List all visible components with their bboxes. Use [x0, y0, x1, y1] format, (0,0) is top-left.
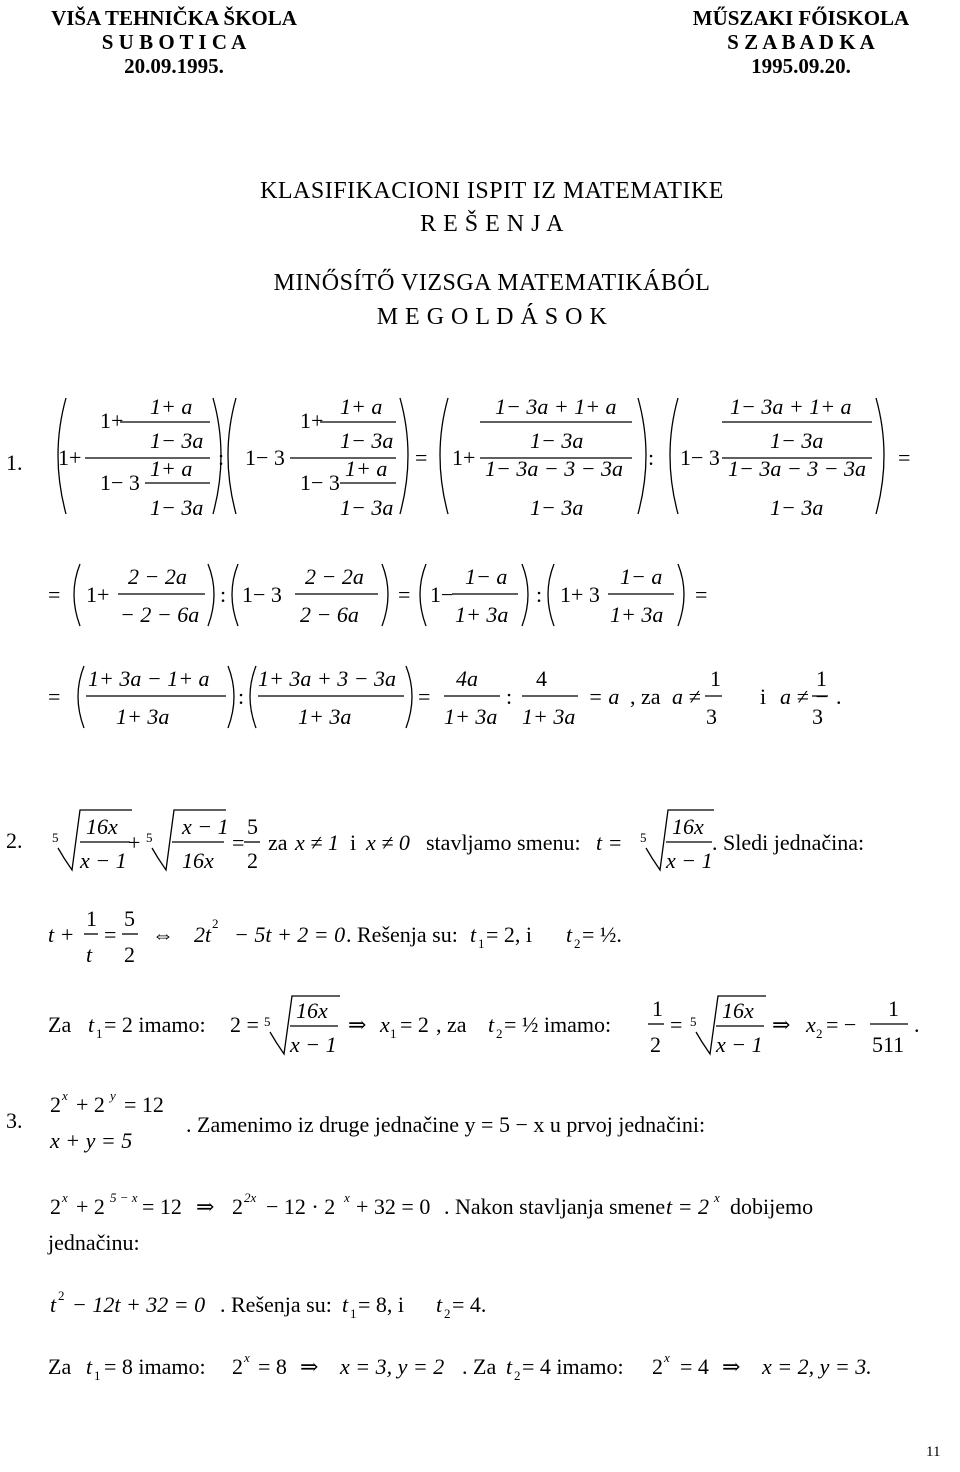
svg-text:1+ 3a + 3 − 3a: 1+ 3a + 3 − 3a	[258, 666, 397, 691]
svg-text:=: =	[398, 582, 411, 607]
problem-3-case-1-t: = 8 imamo:	[104, 1354, 206, 1379]
svg-text:=: =	[695, 582, 708, 607]
svg-text:2t: 2t	[194, 922, 212, 947]
svg-text:t: t	[86, 1354, 93, 1379]
svg-text:1+ 3a: 1+ 3a	[522, 704, 576, 729]
svg-text:5: 5	[640, 830, 647, 845]
problem-3-line-4	[0, 1348, 960, 1388]
problem-2-i: i	[350, 830, 357, 855]
svg-text:2x: 2x	[244, 1190, 257, 1205]
svg-text:2: 2	[650, 1032, 661, 1057]
svg-text:1: 1	[96, 1026, 103, 1041]
svg-text:x + y = 5: x + y = 5	[50, 1128, 133, 1153]
svg-text:1+ 3: 1+ 3	[560, 582, 600, 607]
svg-text:2: 2	[496, 1026, 503, 1041]
svg-text:1− 3a: 1− 3a	[530, 495, 584, 520]
svg-text:2 =: 2 =	[230, 1012, 259, 1037]
svg-text:=: =	[48, 582, 61, 607]
svg-text:1− 3a + 1+ a: 1− 3a + 1+ a	[730, 394, 852, 419]
svg-text:x − 1: x − 1	[666, 848, 713, 873]
svg-text:1: 1	[94, 1368, 101, 1383]
svg-text:1+ a: 1+ a	[150, 456, 193, 481]
svg-text:1− 3a − 3 − 3a: 1− 3a − 3 − 3a	[728, 456, 867, 481]
svg-text:1− 3a − 3 − 3a: 1− 3a − 3 − 3a	[485, 456, 624, 481]
problem-3-solutions: . Rešenja su:	[220, 1292, 332, 1317]
svg-text:1: 1	[710, 666, 721, 691]
svg-text:1− 3: 1− 3	[680, 445, 720, 470]
svg-text:x − 1: x − 1	[290, 1032, 337, 1057]
svg-text:x ≠ 0: x ≠ 0	[366, 830, 410, 855]
problem-2-final: .	[914, 1012, 920, 1037]
svg-text:= 12: = 12	[124, 1092, 164, 1117]
svg-text:a ≠ −: a ≠ −	[780, 684, 829, 709]
problem-1-and: i	[760, 684, 767, 709]
problem-2-line-3	[0, 990, 960, 1070]
svg-text:+ 2: + 2	[76, 1092, 105, 1117]
svg-text:2: 2	[444, 1306, 451, 1321]
svg-text:1+ a: 1+ a	[345, 456, 388, 481]
svg-text:2: 2	[514, 1368, 521, 1383]
title-hu-exam: MINŐSÍTŐ VIZSGA MATEMATIKÁBÓL	[273, 270, 711, 296]
problem-3-after-sub: . Nakon stavljanja smene	[444, 1194, 666, 1219]
problem-3-jednacinu: jednačinu:	[48, 1230, 140, 1255]
problem-1-za: , za	[630, 684, 661, 709]
svg-text:t: t	[566, 922, 573, 947]
problem-2-case-2-za: , za	[436, 1012, 467, 1037]
svg-text:⇔: ⇔	[152, 922, 174, 947]
svg-text:1− 3a: 1− 3a	[150, 428, 204, 453]
svg-text:1+ 3a: 1+ 3a	[455, 602, 509, 627]
svg-text::: :	[536, 582, 543, 607]
svg-text:⇒: ⇒	[722, 1354, 741, 1379]
problem-1-line-3	[0, 660, 960, 740]
problem-1-line-2	[0, 558, 960, 638]
svg-text:1− 3a: 1− 3a	[770, 495, 824, 520]
svg-text:16x: 16x	[182, 848, 214, 873]
problem-1-line-1	[0, 390, 960, 530]
svg-text:1+: 1+	[58, 445, 82, 470]
svg-text:1− 3: 1− 3	[245, 445, 285, 470]
svg-text:2 − 6a: 2 − 6a	[300, 602, 359, 627]
problem-2-number: 2.	[6, 828, 23, 853]
svg-text:3: 3	[706, 704, 717, 729]
svg-text:⇒: ⇒	[300, 1354, 319, 1379]
svg-text:3: 3	[812, 704, 823, 729]
svg-text:⇒: ⇒	[348, 1012, 367, 1037]
svg-text:16x: 16x	[86, 814, 118, 839]
svg-text:1: 1	[816, 666, 827, 691]
problem-3-dobijemo: dobijemo	[730, 1194, 814, 1219]
svg-text:1−: 1−	[430, 582, 454, 607]
svg-text:=: =	[670, 1012, 683, 1037]
svg-text:x: x	[62, 1190, 68, 1205]
svg-text:t: t	[488, 1012, 495, 1037]
title-sr-solutions: R E Š E N J A	[420, 211, 564, 237]
problem-1-number: 1.	[6, 450, 23, 475]
header-left-line-3: 20.09.1995.	[124, 54, 224, 78]
svg-text:5: 5	[52, 830, 59, 845]
svg-text:1− 3a + 1+ a: 1− 3a + 1+ a	[495, 394, 617, 419]
problem-3-case-2-t: = 4 imamo:	[522, 1354, 624, 1379]
svg-text:5: 5	[124, 906, 135, 931]
svg-text:t +: t +	[48, 922, 75, 947]
svg-text:x: x	[380, 1012, 390, 1037]
header-left-line-1: VIŠA TEHNIČKA ŠKOLA	[51, 6, 297, 30]
svg-text:⇒: ⇒	[772, 1012, 791, 1037]
svg-text:2: 2	[50, 1194, 61, 1219]
svg-text:x: x	[344, 1190, 350, 1205]
svg-text:1− a: 1− a	[620, 564, 663, 589]
svg-text:t: t	[86, 942, 93, 967]
svg-text:x ≠ 1: x ≠ 1	[295, 830, 339, 855]
svg-text:x: x	[664, 1350, 670, 1365]
header-right	[646, 6, 956, 78]
svg-text:5 − x: 5 − x	[110, 1190, 138, 1205]
svg-text:= 8: = 8	[258, 1354, 287, 1379]
problem-2-cond-text: stavljamo smenu:	[426, 830, 581, 855]
svg-text:2 − 2a: 2 − 2a	[128, 564, 187, 589]
page-number: 11	[926, 1444, 941, 1460]
svg-text::: :	[218, 445, 225, 470]
svg-text:16x: 16x	[672, 814, 704, 839]
problem-3-system	[0, 1088, 960, 1158]
svg-text:x: x	[244, 1350, 250, 1365]
svg-text::: :	[506, 684, 513, 709]
problem-2-solutions: . Rešenja su:	[346, 922, 458, 947]
svg-text:1− 3a: 1− 3a	[340, 428, 394, 453]
svg-text:t: t	[470, 922, 477, 947]
svg-text:x − 1: x − 1	[182, 814, 229, 839]
title-hu-solutions: M E G O L D Á S O K	[376, 304, 608, 330]
svg-text:1+ a: 1+ a	[150, 394, 193, 419]
svg-text:2: 2	[816, 1026, 823, 1041]
svg-text:x: x	[62, 1088, 68, 1103]
svg-text:x = 2, y = 3.: x = 2, y = 3.	[762, 1354, 872, 1379]
problem-3-number: 3.	[6, 1108, 23, 1133]
svg-text:1− 3: 1− 3	[242, 582, 282, 607]
svg-text:=: =	[48, 684, 61, 709]
svg-text:+ 2: + 2	[76, 1194, 105, 1219]
problem-2-t2: = ½.	[582, 922, 622, 947]
svg-text:2: 2	[232, 1354, 243, 1379]
svg-text:x = 3, y = 2: x = 3, y = 2	[340, 1354, 445, 1379]
svg-text:1+: 1+	[300, 408, 324, 433]
svg-text:5: 5	[264, 1014, 271, 1029]
svg-text:1+ 3a: 1+ 3a	[298, 704, 352, 729]
svg-text:t: t	[506, 1354, 513, 1379]
svg-text::: :	[238, 684, 245, 709]
svg-text:= 2: = 2	[400, 1012, 429, 1037]
svg-text:1− 3a: 1− 3a	[770, 428, 824, 453]
svg-text:2: 2	[50, 1092, 61, 1117]
svg-text:= a: = a	[588, 684, 620, 709]
problem-2-za: za	[268, 830, 288, 855]
svg-text:− 5t + 2 = 0: − 5t + 2 = 0	[234, 922, 346, 947]
svg-text:1− 3a: 1− 3a	[340, 495, 394, 520]
svg-text:4: 4	[536, 666, 547, 691]
svg-text:1+ 3a: 1+ 3a	[116, 704, 170, 729]
problem-3-t2: = 4.	[452, 1292, 487, 1317]
svg-text:+ 32 = 0: + 32 = 0	[356, 1194, 431, 1219]
problem-3-line-3	[0, 1286, 960, 1326]
problem-3-line-2	[0, 1188, 960, 1268]
problem-2-t1: = 2, i	[486, 922, 533, 947]
svg-text:1: 1	[888, 996, 899, 1021]
svg-text:x: x	[806, 1012, 816, 1037]
problem-2-line-2	[0, 900, 960, 980]
svg-text:y: y	[110, 1088, 116, 1103]
svg-text:1: 1	[652, 996, 663, 1021]
svg-text:16x: 16x	[722, 998, 754, 1023]
svg-text::: :	[220, 582, 227, 607]
problem-2-case-2-t: = ½ imamo:	[504, 1012, 612, 1037]
svg-text:t: t	[50, 1292, 57, 1317]
svg-text:=: =	[415, 445, 428, 470]
header-left-line-2: S U B O T I C A	[101, 30, 247, 54]
title-sr-exam: KLASIFIKACIONI ISPIT IZ MATEMATIKE	[260, 178, 724, 204]
svg-text:=: =	[898, 445, 911, 470]
svg-text:1− a: 1− a	[465, 564, 508, 589]
svg-text:⇒: ⇒	[196, 1194, 215, 1219]
svg-text:1+: 1+	[100, 408, 124, 433]
svg-text::: :	[648, 445, 655, 470]
svg-text:x: x	[714, 1190, 720, 1205]
svg-text:t: t	[436, 1292, 443, 1317]
header-right-line-3: 1995.09.20.	[751, 54, 851, 78]
svg-text:t = 2: t = 2	[666, 1194, 709, 1219]
svg-text:1: 1	[478, 936, 485, 951]
problem-3-case-2: . Za	[462, 1354, 497, 1379]
svg-text:5: 5	[690, 1014, 697, 1029]
svg-text:− 12 · 2: − 12 · 2	[266, 1194, 336, 1219]
svg-text:1− 3: 1− 3	[300, 470, 340, 495]
svg-text:a ≠: a ≠	[672, 684, 701, 709]
svg-text:1: 1	[390, 1026, 397, 1041]
svg-text:1+ 3a: 1+ 3a	[610, 602, 664, 627]
svg-text:2: 2	[574, 936, 581, 951]
problem-1-final: .	[836, 684, 842, 709]
header-left	[14, 6, 334, 78]
svg-text:=: =	[232, 830, 245, 855]
svg-text:+: +	[128, 830, 141, 855]
problem-2-case-1: Za	[48, 1012, 72, 1037]
header-right-line-2: S Z A B A D K A	[727, 30, 875, 54]
svg-text:2 − 2a: 2 − 2a	[305, 564, 364, 589]
svg-text:x − 1: x − 1	[716, 1032, 763, 1057]
svg-text:1+ 3a − 1+ a: 1+ 3a − 1+ a	[88, 666, 210, 691]
svg-text:1− 3: 1− 3	[100, 470, 140, 495]
problem-2-case-1-t: = 2 imamo:	[104, 1012, 206, 1037]
svg-text:1: 1	[350, 1306, 357, 1321]
svg-text:1: 1	[86, 906, 97, 931]
svg-text:t: t	[88, 1012, 95, 1037]
svg-text:2: 2	[58, 1288, 65, 1303]
header-right-line-1: MŰSZAKI FŐISKOLA	[692, 6, 910, 30]
svg-text:=: =	[418, 684, 431, 709]
svg-text:4a: 4a	[456, 666, 478, 691]
problem-2-line-1	[0, 800, 960, 880]
svg-text:16x: 16x	[296, 998, 328, 1023]
problem-3-t1: = 8, i	[358, 1292, 405, 1317]
problem-2-next: . Sledi jednačina:	[712, 830, 865, 855]
svg-text:2: 2	[652, 1354, 663, 1379]
svg-text:5: 5	[247, 814, 258, 839]
svg-text:2: 2	[124, 942, 135, 967]
svg-text:5: 5	[146, 830, 153, 845]
svg-text:= 12: = 12	[142, 1194, 182, 1219]
svg-text:2: 2	[212, 916, 219, 931]
svg-text:1+: 1+	[452, 445, 476, 470]
svg-text:1+ 3a: 1+ 3a	[444, 704, 498, 729]
svg-text:1− 3a: 1− 3a	[150, 495, 204, 520]
svg-text:= −: = −	[826, 1012, 857, 1037]
svg-text:− 12t + 32 = 0: − 12t + 32 = 0	[72, 1292, 206, 1317]
problem-3-intro: . Zamenimo iz druge jednačine y = 5 − x u prvoj jednačini:	[186, 1112, 706, 1137]
svg-text:t =: t =	[596, 830, 623, 855]
svg-text:2: 2	[247, 848, 258, 873]
svg-text:t: t	[342, 1292, 349, 1317]
problem-3-case-1: Za	[48, 1354, 72, 1379]
svg-text:=: =	[104, 922, 117, 947]
svg-text:511: 511	[872, 1032, 905, 1057]
svg-text:x − 1: x − 1	[80, 848, 127, 873]
svg-text:1+ a: 1+ a	[340, 394, 383, 419]
svg-text:= 4: = 4	[680, 1354, 709, 1379]
svg-text:− 2 − 6a: − 2 − 6a	[120, 602, 200, 627]
svg-text:1− 3a: 1− 3a	[530, 428, 584, 453]
svg-text:2: 2	[232, 1194, 243, 1219]
svg-text:1+: 1+	[86, 582, 110, 607]
